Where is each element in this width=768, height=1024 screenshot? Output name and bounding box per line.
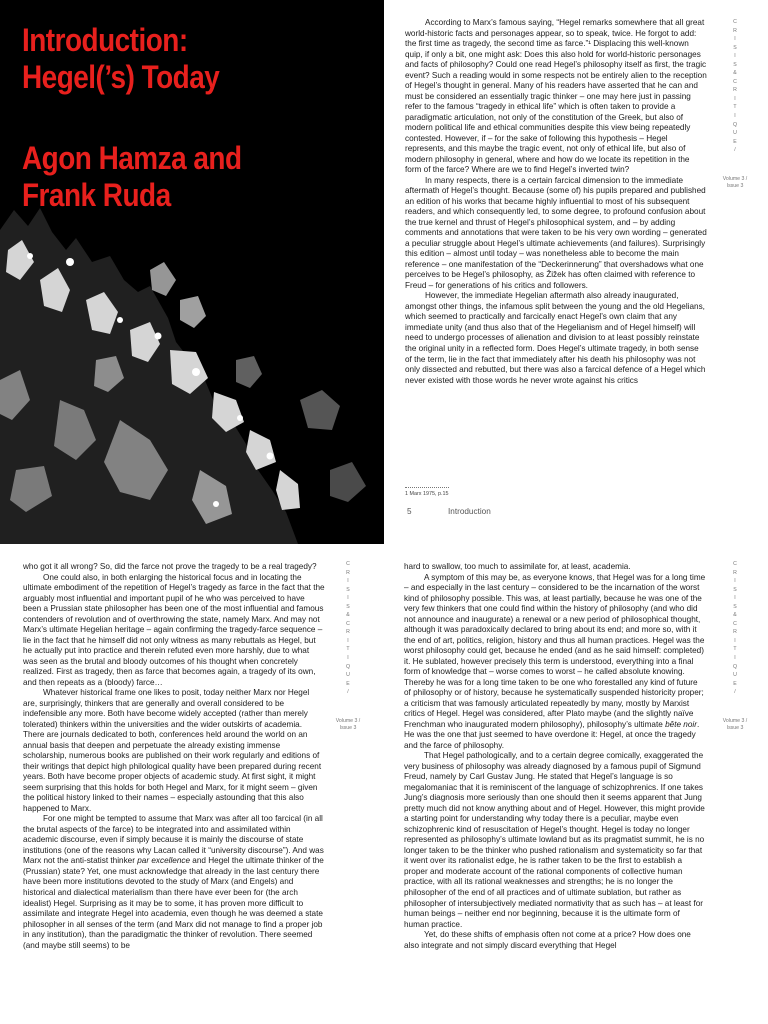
sidemark-letter: I bbox=[734, 595, 736, 602]
issue-line: Issue 3 bbox=[726, 725, 744, 731]
footnote: 1 Marx 1975, p.15 bbox=[405, 491, 449, 497]
paragraph: For one might be tempted to assume that Marx was after all too farcical (in all the brutal aspects of the farce) to be integrated into and assimilated within academic discourse, even if simply because it is mainly the discourse of state institutions (one of the reasons why Lacan called it “university discourse”). And was Marx not the anti-statist thinker par excellence and Hegel the ultimate thinker of the (Prussian) state? Yet, one must acknowledge that already in the last century there have been more institutions devoted to the study of Marx (and Engels) and historical and dialectical materialism than there have ever been for (the arch idealist) Hegel. Surprising as it may be to some, it has proven more difficult to assimilate and integrate Hegel into academia, even though he was deemed a state philosopher in all senses of the term (and Marx did not manage to find a proper job in any institution), than the paradigmatic the thinker of revolution. There seemed (and maybe still seems) to be bbox=[23, 814, 324, 950]
sidemark-letter: I bbox=[734, 36, 736, 43]
author-line: Agon Hamza and bbox=[22, 140, 242, 176]
sidemark-letter: Q bbox=[732, 663, 738, 670]
running-title: Introduction bbox=[448, 507, 491, 516]
sidemark-letter: C bbox=[733, 561, 737, 567]
sidemark-letter: & bbox=[733, 612, 737, 619]
volume-issue-label bbox=[718, 176, 752, 190]
sidemark-letter: C bbox=[733, 19, 737, 25]
sidemark-letter: C bbox=[733, 78, 737, 85]
body-text bbox=[23, 562, 325, 951]
sidemark-letter: R bbox=[733, 629, 737, 636]
italic-term: par excellence bbox=[137, 856, 191, 866]
sidemark-letter: S bbox=[733, 61, 737, 68]
sidemark-letter: S bbox=[346, 586, 350, 593]
journal-sidemark bbox=[729, 560, 741, 697]
sidemark-letter: / bbox=[734, 147, 736, 154]
title-line: Introduction: bbox=[22, 22, 188, 58]
sidemark-letter: C bbox=[346, 620, 350, 627]
italic-term: bête noir bbox=[665, 719, 697, 729]
sidemark-letter: I bbox=[734, 637, 736, 644]
author-line: Frank Ruda bbox=[22, 177, 171, 213]
sidemark-letter: T bbox=[346, 646, 350, 653]
sidemark-letter: T bbox=[733, 104, 737, 111]
paragraph: who got it all wrong? So, did the farce not prove the tragedy to be a real tragedy? bbox=[23, 562, 317, 571]
sidemark-letter: I bbox=[734, 655, 736, 662]
sidemark-letter: R bbox=[346, 629, 350, 636]
page-five bbox=[384, 0, 768, 544]
sidemark-letter: U bbox=[733, 130, 737, 137]
paragraph: One could also, in both enlarging the historical focus and in locating the ultimate embodiment of the repetition of Hegel’s tragedy as farce in the fact that the arguably most influential and important pupil of he who was perceived to have been a Prussian state philosopher has been one of the most influential and famous contenders of revolution and of overthrowing the state, namely Marx. And may not Marx’s ultimate Hegelian heritage – again confirming the tragedy-farce sequence – lie in the fact that he himself did not only witness as many rebuttals as Hegel, but he actually put into practice and therein refuted even more harshly, due to what was seen as the brutal and bloody outcomes of his thought when concretely realized. First as tragedy, then as farce that becomes again, a tragedy of its own, and then repeats as a (bloody) farce… bbox=[23, 572, 325, 687]
sidemark-letter: R bbox=[733, 87, 737, 94]
page-right bbox=[384, 544, 768, 1024]
sidemark-letter: / bbox=[734, 689, 736, 696]
sidemark-letter: S bbox=[733, 44, 737, 51]
paragraph: That Hegel pathologically, and to a certain degree comically, exaggerated the very business of philosophy was already diagnosed by a famous pupil of Sigmund Freud, namely by Carl Gustav Jung. He stated that Hegel’s language is so megalomaniac that it is reminiscent of the language of schizophrenics. If one takes Jung’s diagnosis more seriously than one should then it seems apparent that Jung pretty much did not know anything about and of Hegel. However, this might provide a starting point for understanding why today there is a peculiar, maybe even schizophrenic kind of resuscitation of Hegel’s thought. Hegel is today no longer represented as philosophy’s ultimate lowland but as its pragmatist summit, he is no longer taken to be the thinker who pushed rationalism and systematicity so far that it went over its rationalist edge, he is rather taken to be the first to establish a proper and moderate account of the rational components of collective human practice, with all its rational weaknesses and strengths; he is no longer the philosopher of the end of all practices and of ultimate sublation, but rather as philosopher of intersubjectively mediated normativity that as such has – at least for human beings – neither end nor beginning, because it is the ultimate form of human practice. bbox=[404, 751, 705, 929]
sidemark-letter: E bbox=[733, 138, 737, 145]
paragraph: In many respects, there is a certain farcical dimension to the immediate aftermath of Hegel’s thought. Because (some of) his pupils prepared and published an edition of his works that became highly influential to most of his subsequent readers, and which consequently led, to some degree, to profound confusion about the true kernel and thrust of Hegel’s philosophical system, and – by adding comments and annotations that were taken to be his very own wording – generated a peculiar struggle about Hegel’s ultimate achievements (and failures). Surprisingly this edition – almost until today – was nonetheless able to become the main reference – one manifestation of the “Deckerinnerung” that overshadows what one perceives to be Hegel’s philosophy, as Žižek has often claimed with reference to Freud – for generations of his critics and followers. bbox=[405, 175, 707, 290]
sidemark-letter: Q bbox=[345, 663, 351, 670]
author-names bbox=[22, 140, 242, 214]
paragraph: According to Marx’s famous saying, “Hegel remarks somewhere that all great world-historic facts and personages appear, so to speak, twice. He forgot to add: the first time as tragedy, the second time as farce.”¹ Displacing this well-known quip, if only a bit, one might ask: Does this also hold for world-historic personages and facts of philosophy? Could one read Hegel’s philosophy itself as first, the tragic event? Such a reading would in some respects not be entirely alien to the reception of Hegel’s thought in general. Many of his readers have asserted that he can and must be considered an essentially tragic thinker – one may here just in passing refer to the famous “tragedy in ethical life” which is often taken to provide a paradigmatic articulation, not only of the constitution of the Greek, but also of modern political life and ethical communities despite this view being repeatedly contested. However, if – for the sake of following this hypothesis – Hegel represents, and this maybe the tragic event, not only of ethical life, but also of modern philosophy in general, where and how do we locate its repetition in the form of the farce? Where are we to find Hegel’s inverted twin? bbox=[405, 18, 707, 175]
sidemark-letter: I bbox=[734, 578, 736, 585]
sidemark-letter: C bbox=[733, 620, 737, 627]
sidemark-letter: / bbox=[347, 689, 349, 696]
paragraph: Whatever historical frame one likes to posit, today neither Marx nor Hegel are, surprisingly, thinkers that are generally and overall considered to be indefensible any more. Both have become widely accepted (rather than merely tolerated) thinkers within the universities and the wider outskirts of academia. There are journals dedicated to both, conferences held around the world on an annual basis that deepen and perpetuate the already existing immense scholarship, numerous books are published on their work regularly and editions of their writings that depict high philological quality have been prepared during recent years. Both have become proper objects of academic study. At first sight, it might seem surprising that this holds for both Hegel and Marx, for it might seem – given the political history linked to their names – especially astounding that this also happened to Marx. bbox=[23, 688, 322, 813]
sidemark-letter: R bbox=[733, 27, 737, 34]
paragraph: Yet, do these shifts of emphasis often not come at a price? How does one also integrate and not simply discard everything that Hegel bbox=[404, 930, 691, 950]
sidemark-letter: S bbox=[733, 603, 737, 610]
sidemark-letter: I bbox=[347, 637, 349, 644]
sidemark-letter: Q bbox=[732, 121, 738, 128]
paragraph: A symptom of this may be, as everyone knows, that Hegel was for a long time – and especially in the last century – considered to be the incarnation of the worst kind of philosophy possible. This was, at least partially, because he was one of the very few thinkers that one could find within the history of philosophy (and who did not announce and inaugurate) a renewal or a new period of philosophical thought, although it was paradoxically declared to bring about its end; and more so, with it the end of art, politics, religion, history and thus all human practices. Hegel was the worst philosophy could get, because he ended (and as he said himself: completed) it. He sublated, however precisely this term is understood, everything into a final form of knowledge that – worse comes to worst – he called absolute knowing. Thereby he was for a long time taken to be one who forestalled any kind of future of philosophy or of history, because he systematically suspended historicity proper; a criticism that was famously articulated repeatedly by many, mostly by Marxist critics of Hegel. Hegel was considered, after Plato maybe (and the slightly naïve Frenchman who inaugurated modern philosophy), philosophy’s ultimate bête noir. He was the one that just seemed to have overdone it: Hegel, at once the tragedy and the farce of philosophy. bbox=[404, 572, 706, 750]
footnote-divider bbox=[405, 487, 449, 488]
sidemark-letter: I bbox=[734, 113, 736, 120]
sidemark-letter: R bbox=[346, 569, 350, 576]
sidemark-letter: & bbox=[346, 612, 350, 619]
page-left bbox=[0, 544, 384, 1024]
sidemark-letter: C bbox=[346, 561, 350, 567]
sidemark-letter: S bbox=[733, 586, 737, 593]
volume-issue-label bbox=[331, 718, 365, 732]
sidemark-letter: & bbox=[733, 70, 737, 77]
sidemark-letter: I bbox=[347, 578, 349, 585]
volume-issue-label bbox=[718, 718, 752, 732]
sidemark-letter: T bbox=[733, 646, 737, 653]
paragraph: hard to swallow, too much to assimilate for, at least, academia. bbox=[404, 562, 631, 571]
volume-line: Volume 3 / bbox=[722, 718, 748, 724]
cover-panel bbox=[0, 0, 384, 544]
body-text bbox=[404, 562, 706, 951]
journal-sidemark bbox=[342, 560, 354, 697]
issue-line: Issue 3 bbox=[726, 183, 744, 189]
journal-sidemark bbox=[729, 18, 741, 155]
volume-line: Volume 3 / bbox=[722, 176, 748, 182]
issue-line: Issue 3 bbox=[339, 725, 357, 731]
title-line: Hegel(’s) Today bbox=[22, 59, 220, 95]
sidemark-letter: R bbox=[733, 569, 737, 576]
page-title bbox=[22, 22, 219, 96]
sidemark-letter: E bbox=[346, 680, 350, 687]
paragraph: However, the immediate Hegelian aftermath also already inaugurated, amongst other things, the infamous split between the young and the old Hegelians, which seemed to practically and farcically enact Hegel’s own claim that any immediate unity (and thus also that of the Hegelianism and of Hegel himself) will need to undergo processes of alienation and division to at least possibly reinstate the original unity in a reflected form. Does Hegel’s ultimate tragedy, in both sense of the term, lie in the fact that immediately after his death his philosophy was not only dissected and rebutted, but there was also a farcical defence of a Hegel which never existed with those words he never wrote against his critics bbox=[405, 291, 706, 385]
sidemark-letter: U bbox=[733, 672, 737, 679]
sidemark-letter: U bbox=[346, 672, 350, 679]
sidemark-letter: I bbox=[734, 53, 736, 60]
sidemark-letter: S bbox=[346, 603, 350, 610]
volume-line: Volume 3 / bbox=[335, 718, 361, 724]
sidemark-letter: I bbox=[347, 655, 349, 662]
page-number: 5 bbox=[407, 507, 412, 516]
sidemark-letter: E bbox=[733, 680, 737, 687]
sidemark-letter: I bbox=[734, 95, 736, 102]
body-text bbox=[405, 18, 707, 386]
sidemark-letter: I bbox=[347, 595, 349, 602]
